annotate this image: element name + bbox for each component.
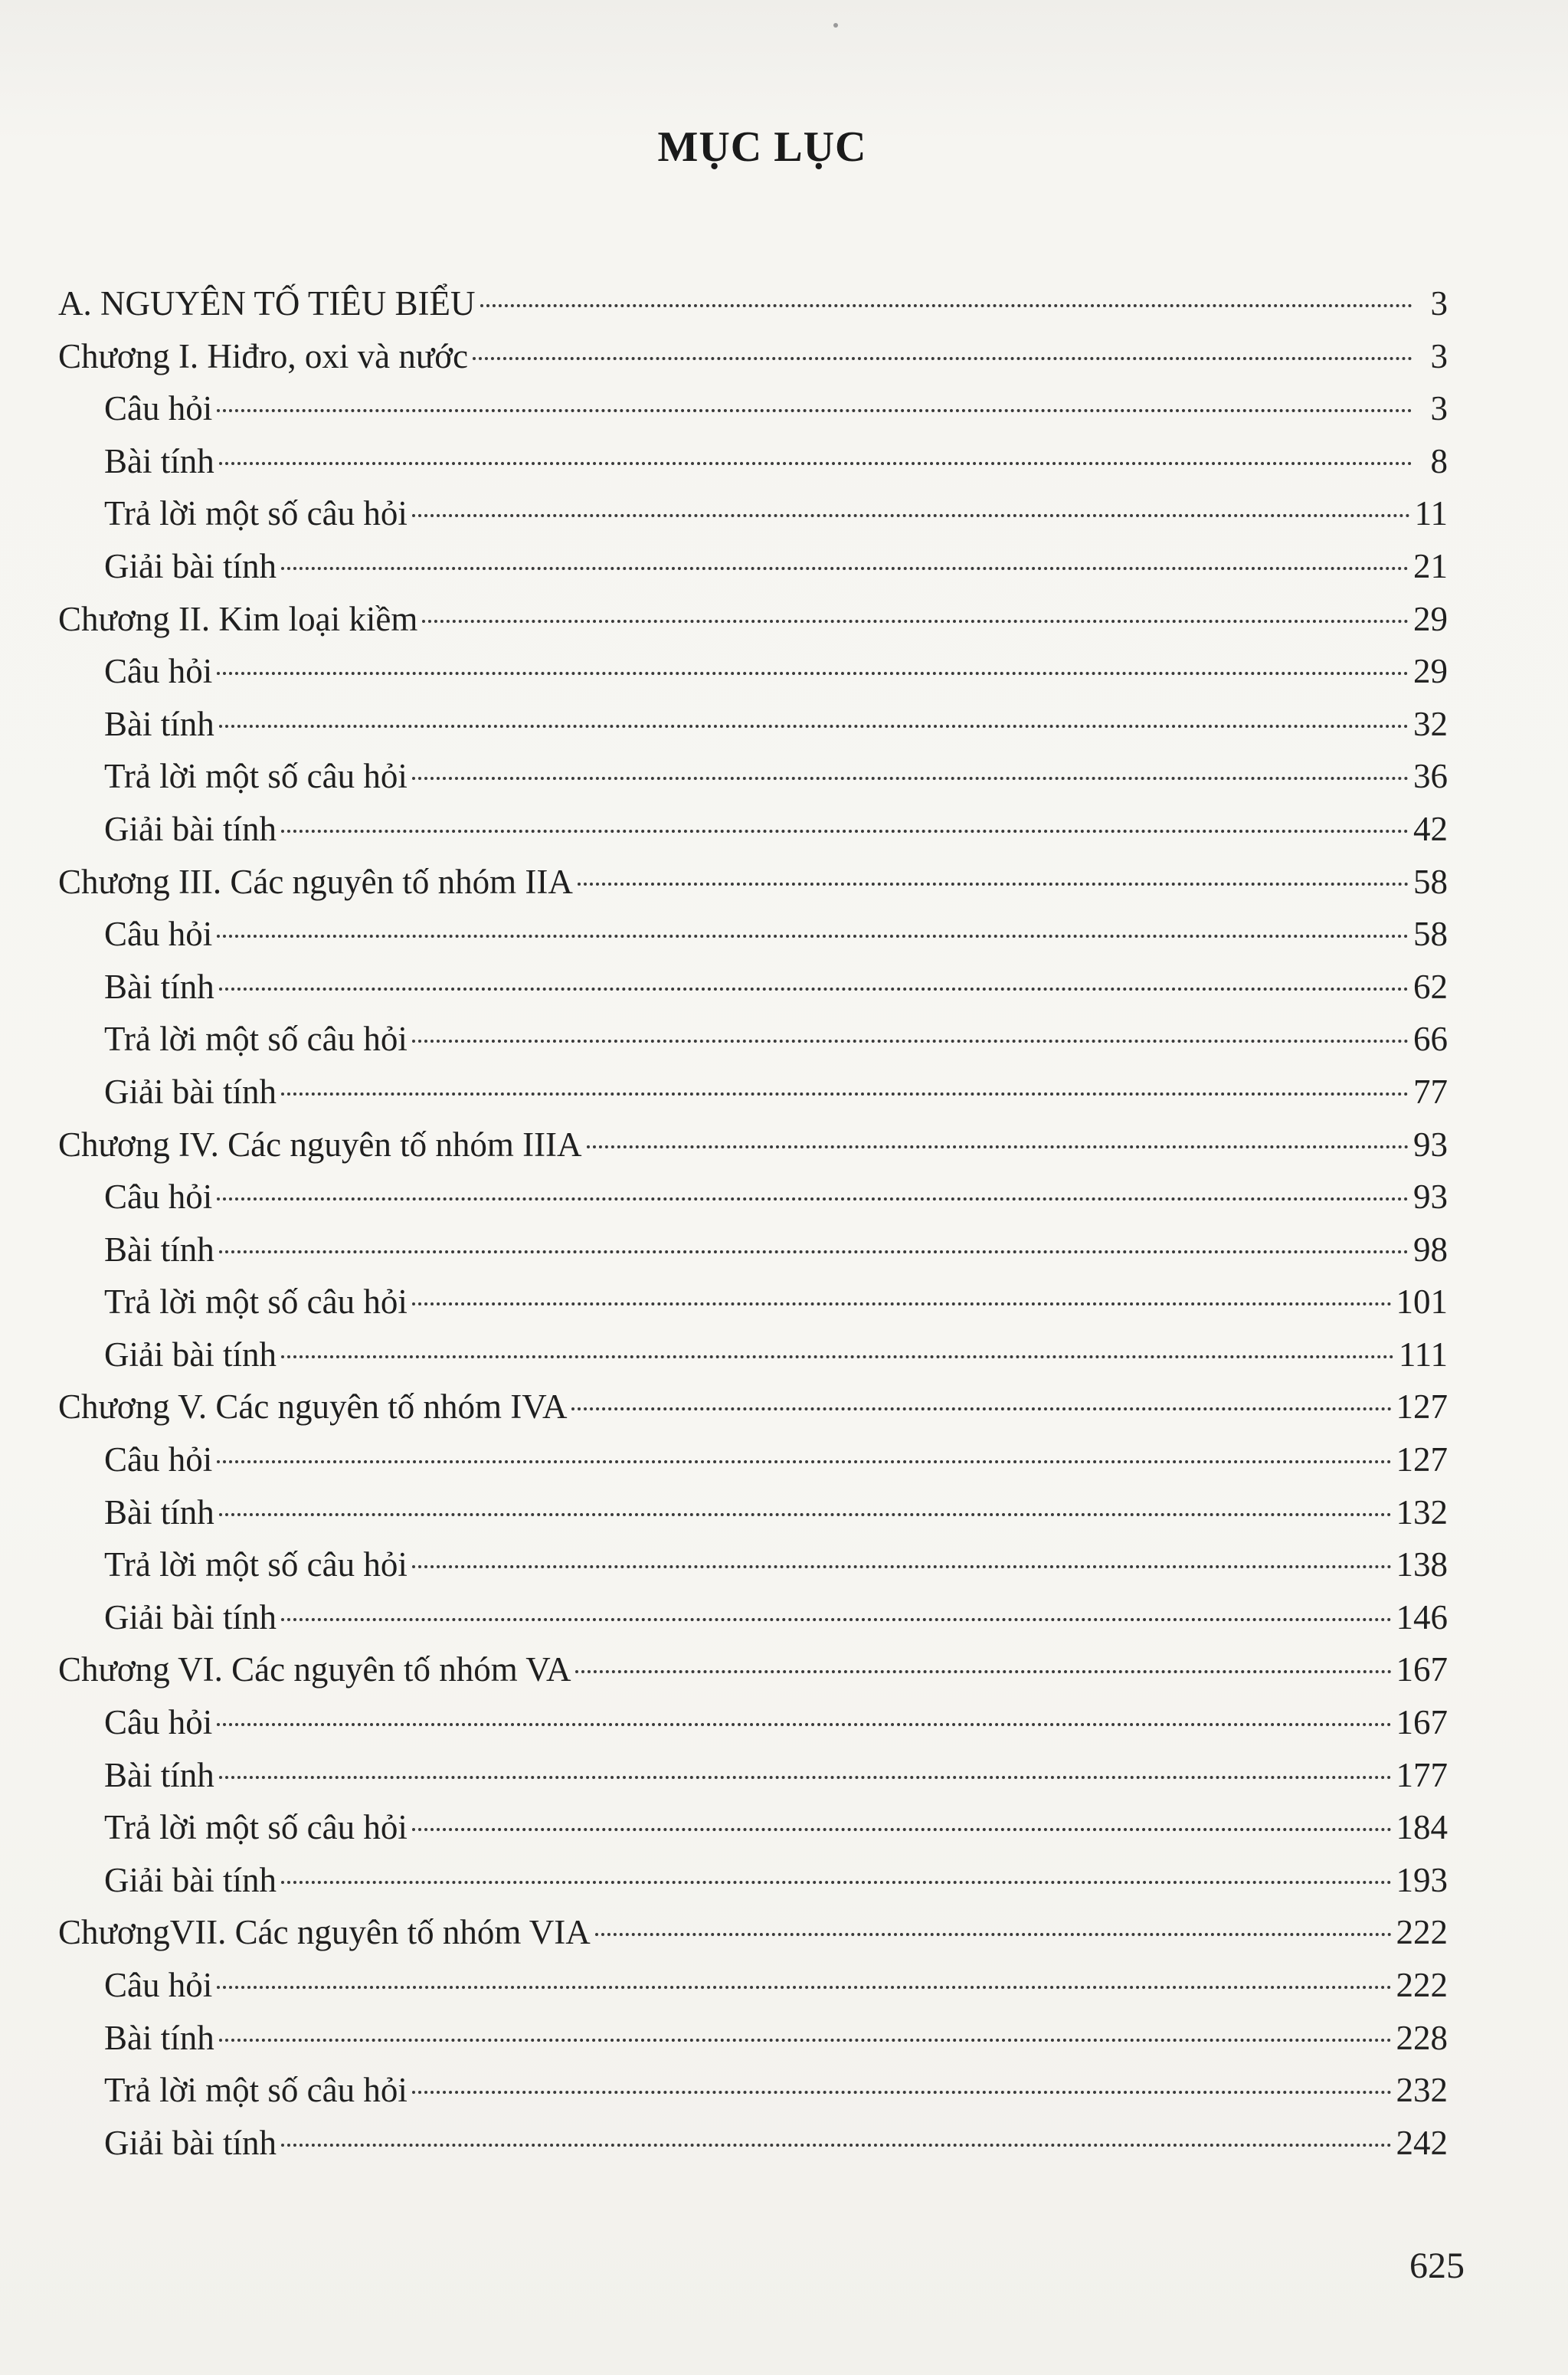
toc-subentry[interactable] bbox=[58, 1538, 1448, 1591]
toc-subentry[interactable] bbox=[58, 803, 1448, 856]
toc-entry-label: Chương II. Kim loại kiềm bbox=[58, 599, 418, 638]
dot-leader bbox=[219, 987, 1409, 991]
toc-entry-label: Chương V. Các nguyên tố nhóm IVA bbox=[58, 1387, 568, 1427]
dot-leader bbox=[217, 1197, 1409, 1201]
toc-subentry[interactable] bbox=[58, 540, 1448, 593]
toc-entry-page: 138 bbox=[1396, 1545, 1448, 1584]
toc-entry-label: Câu hỏi bbox=[104, 1440, 213, 1479]
toc-entry-label: Bài tính bbox=[104, 704, 214, 743]
page-title: MỤC LỤC bbox=[657, 123, 867, 171]
toc-entry-label: Giải bài tính bbox=[104, 1335, 277, 1374]
toc-subentry[interactable] bbox=[58, 435, 1448, 488]
toc-chapter-entry[interactable] bbox=[58, 856, 1448, 909]
toc-subentry[interactable] bbox=[58, 1276, 1448, 1328]
toc-entry-page: 93 bbox=[1413, 1178, 1448, 1217]
toc-entry-label: Câu hỏi bbox=[104, 652, 213, 691]
toc-entry-page: 222 bbox=[1396, 1913, 1448, 1952]
toc-entry-page: 58 bbox=[1413, 915, 1448, 954]
toc-entry-page: 111 bbox=[1398, 1335, 1448, 1374]
toc-entry-page: 62 bbox=[1413, 967, 1448, 1006]
dot-leader bbox=[412, 513, 1410, 517]
toc-subentry[interactable] bbox=[58, 1749, 1448, 1802]
toc-entry-page: 21 bbox=[1413, 546, 1448, 585]
toc-subentry[interactable] bbox=[58, 1224, 1448, 1276]
toc-chapter-entry[interactable] bbox=[58, 277, 1448, 330]
toc-entry-label: A. NGUYÊN TỐ TIÊU BIỂU bbox=[58, 284, 476, 323]
toc-subentry[interactable] bbox=[58, 645, 1448, 698]
dot-leader bbox=[571, 1407, 1391, 1410]
toc-subentry[interactable] bbox=[58, 961, 1448, 1014]
toc-subentry[interactable] bbox=[58, 1486, 1448, 1539]
toc-entry-label: Bài tính bbox=[104, 967, 214, 1006]
toc-subentry[interactable] bbox=[58, 2012, 1448, 2065]
toc-chapter-entry[interactable] bbox=[58, 593, 1448, 646]
toc-entry-page: 127 bbox=[1396, 1387, 1448, 1427]
toc-entry-label: Bài tính bbox=[104, 441, 214, 480]
toc-entry-page: 232 bbox=[1396, 2071, 1448, 2110]
toc-chapter-entry[interactable] bbox=[58, 330, 1448, 383]
toc-chapter-entry[interactable] bbox=[58, 1381, 1448, 1433]
dot-leader bbox=[219, 1775, 1392, 1779]
toc-entry-page: 167 bbox=[1396, 1650, 1448, 1689]
toc-entry-page: 3 bbox=[1430, 389, 1448, 428]
toc-entry-label: Trả lời một số câu hỏi bbox=[104, 494, 408, 533]
toc-subentry[interactable] bbox=[58, 487, 1448, 540]
dot-leader bbox=[480, 303, 1413, 307]
toc-entry-page: 228 bbox=[1396, 2018, 1448, 2057]
dot-leader bbox=[217, 1985, 1391, 1989]
toc-chapter-entry[interactable] bbox=[58, 1643, 1448, 1696]
dot-leader bbox=[422, 619, 1409, 623]
toc-entry-page: 32 bbox=[1413, 704, 1448, 743]
dot-leader bbox=[578, 882, 1409, 886]
dot-leader bbox=[412, 776, 1409, 780]
toc-entry-label: Câu hỏi bbox=[104, 1178, 213, 1217]
toc-entry-label: Giải bài tính bbox=[104, 1072, 277, 1111]
dot-leader bbox=[281, 1880, 1392, 1884]
page-number: 625 bbox=[1409, 2246, 1465, 2286]
toc-entry-page: 29 bbox=[1413, 599, 1448, 638]
toc-entry-label: Chương VI. Các nguyên tố nhóm VA bbox=[58, 1650, 571, 1689]
toc-subentry[interactable] bbox=[58, 1696, 1448, 1749]
toc-entry-label: Giải bài tính bbox=[104, 1597, 277, 1636]
toc-entry-page: 66 bbox=[1413, 1020, 1448, 1059]
toc-subentry[interactable] bbox=[58, 750, 1448, 803]
toc-entry-label: Câu hỏi bbox=[104, 1966, 213, 2004]
toc-entry-page: 127 bbox=[1396, 1440, 1448, 1479]
toc-entry-page: 42 bbox=[1413, 809, 1448, 848]
dot-leader bbox=[575, 1669, 1391, 1673]
toc-entry-page: 93 bbox=[1413, 1125, 1448, 1164]
toc-entry-label: Câu hỏi bbox=[104, 389, 213, 428]
toc-entry-label: Chương I. Hiđro, oxi và nước bbox=[58, 336, 469, 375]
dot-leader bbox=[219, 461, 1413, 465]
toc-chapter-entry[interactable] bbox=[58, 1119, 1448, 1171]
toc-entry-page: 3 bbox=[1430, 284, 1448, 323]
toc-subentry[interactable] bbox=[58, 2117, 1448, 2170]
print-speck bbox=[833, 23, 838, 28]
toc-subentry[interactable] bbox=[58, 698, 1448, 751]
toc-subentry[interactable] bbox=[58, 1433, 1448, 1486]
dot-leader bbox=[281, 1617, 1392, 1621]
dot-leader bbox=[281, 566, 1409, 570]
dot-leader bbox=[217, 1722, 1391, 1726]
dot-leader bbox=[595, 1932, 1392, 1936]
toc-subentry[interactable] bbox=[58, 1854, 1448, 1907]
dot-leader bbox=[219, 724, 1409, 728]
dot-leader bbox=[412, 2090, 1392, 2094]
toc-entry-page: 101 bbox=[1396, 1282, 1448, 1322]
toc-entry-page: 58 bbox=[1413, 862, 1448, 901]
dot-leader bbox=[412, 1302, 1392, 1305]
toc-entry-label: Chương III. Các nguyên tố nhóm IIA bbox=[58, 862, 573, 901]
dot-leader bbox=[281, 1092, 1409, 1096]
toc-entry-page: 177 bbox=[1396, 1755, 1448, 1794]
toc-subentry[interactable] bbox=[58, 1013, 1448, 1066]
toc-entry-label: Trả lời một số câu hỏi bbox=[104, 2071, 408, 2110]
dot-leader bbox=[281, 1355, 1394, 1358]
toc-subentry[interactable] bbox=[58, 1959, 1448, 2012]
toc-entry-label: Giải bài tính bbox=[104, 546, 277, 585]
toc-chapter-entry[interactable] bbox=[58, 1906, 1448, 1959]
toc-entry-label: Giải bài tính bbox=[104, 809, 277, 848]
toc-entry-page: 11 bbox=[1414, 494, 1448, 533]
toc-subentry[interactable] bbox=[58, 1801, 1448, 1854]
toc-subentry[interactable] bbox=[58, 382, 1448, 435]
toc-entry-page: 242 bbox=[1396, 2123, 1448, 2162]
dot-leader bbox=[217, 671, 1409, 675]
toc-entry-label: Trả lời một số câu hỏi bbox=[104, 1808, 408, 1847]
dot-leader bbox=[587, 1145, 1409, 1148]
table-of-contents bbox=[58, 277, 1448, 2169]
toc-entry-label: Bài tính bbox=[104, 2018, 214, 2057]
toc-entry-page: 193 bbox=[1396, 1860, 1448, 1899]
toc-entry-page: 29 bbox=[1413, 652, 1448, 691]
toc-entry-page: 184 bbox=[1396, 1808, 1448, 1847]
toc-entry-label: Câu hỏi bbox=[104, 915, 213, 954]
toc-entry-label: Bài tính bbox=[104, 1230, 214, 1269]
toc-entry-page: 77 bbox=[1413, 1072, 1448, 1111]
toc-subentry[interactable] bbox=[58, 1591, 1448, 1644]
dot-leader bbox=[412, 1564, 1392, 1568]
dot-leader bbox=[219, 1250, 1409, 1253]
dot-leader bbox=[412, 1039, 1409, 1043]
toc-entry-label: Giải bài tính bbox=[104, 2123, 277, 2162]
toc-entry-label: Trả lời một số câu hỏi bbox=[104, 1020, 408, 1059]
toc-entry-label: Bài tính bbox=[104, 1755, 214, 1794]
toc-subentry[interactable] bbox=[58, 908, 1448, 961]
dot-leader bbox=[217, 408, 1413, 412]
toc-entry-label: Câu hỏi bbox=[104, 1703, 213, 1742]
toc-entry-page: 98 bbox=[1413, 1230, 1448, 1269]
dot-leader bbox=[281, 2143, 1392, 2147]
toc-subentry[interactable] bbox=[58, 1066, 1448, 1119]
dot-leader bbox=[473, 356, 1413, 360]
toc-entry-page: 222 bbox=[1396, 1966, 1448, 2004]
toc-entry-label: Chương IV. Các nguyên tố nhóm IIIA bbox=[58, 1125, 582, 1164]
toc-entry-label: Trả lời một số câu hỏi bbox=[104, 1545, 408, 1584]
dot-leader bbox=[219, 2038, 1392, 2042]
toc-entry-label: Bài tính bbox=[104, 1492, 214, 1531]
toc-entry-page: 8 bbox=[1430, 441, 1448, 480]
toc-entry-label: Trả lời một số câu hỏi bbox=[104, 757, 408, 796]
dot-leader bbox=[281, 829, 1409, 833]
toc-entry-page: 3 bbox=[1430, 336, 1448, 375]
dot-leader bbox=[217, 1459, 1391, 1463]
toc-subentry[interactable] bbox=[58, 1328, 1448, 1381]
toc-subentry[interactable] bbox=[58, 1171, 1448, 1224]
toc-entry-label: ChươngVII. Các nguyên tố nhóm VIA bbox=[58, 1913, 591, 1952]
toc-entry-page: 146 bbox=[1396, 1597, 1448, 1636]
toc-entry-label: Giải bài tính bbox=[104, 1860, 277, 1899]
toc-entry-label: Trả lời một số câu hỏi bbox=[104, 1282, 408, 1322]
dot-leader bbox=[412, 1827, 1392, 1831]
toc-subentry[interactable] bbox=[58, 2064, 1448, 2117]
dot-leader bbox=[219, 1512, 1392, 1516]
dot-leader bbox=[217, 934, 1409, 938]
toc-entry-page: 132 bbox=[1396, 1492, 1448, 1531]
toc-entry-page: 167 bbox=[1396, 1703, 1448, 1742]
toc-entry-page: 36 bbox=[1413, 757, 1448, 796]
